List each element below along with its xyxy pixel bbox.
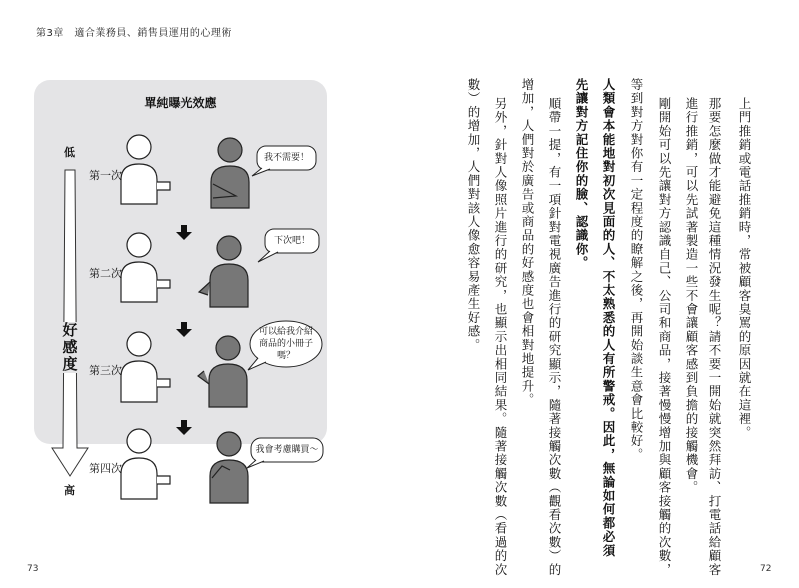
body-column-4: 剛開始可以先讓對方認識自己、公司和商品，接著慢慢增加與顧客接觸的次數， bbox=[657, 97, 672, 577]
body-column-5: 等到對方對你有一定程度的瞭解之後，再開始談生意會比較好。 bbox=[629, 78, 644, 462]
customer-figure-3 bbox=[198, 336, 247, 407]
axis-favorability-label: 好感度 bbox=[60, 322, 80, 373]
step-arrow-2 bbox=[176, 322, 192, 337]
body-column-9: 增加，人們對於廣告或商品的好感度也會相對地提升。 bbox=[520, 78, 535, 407]
chapter-header: 第3章 適合業務員、銷售員運用的心理術 bbox=[36, 28, 232, 39]
body-column-1: 上門推銷或電話推銷時，常被顧客臭罵的原因就在這裡。 bbox=[737, 97, 752, 440]
axis-low-label: 低 bbox=[64, 146, 75, 159]
salesperson-figure-4 bbox=[121, 429, 170, 499]
step-arrow-1 bbox=[176, 225, 192, 240]
speech-text-1: 我不需要！ bbox=[263, 153, 309, 163]
visit-label-3: 第三次 bbox=[89, 364, 122, 377]
visit-label-1: 第一次 bbox=[89, 169, 122, 182]
diagram-title: 單純曝光效應 bbox=[144, 96, 217, 110]
body-column-3: 進行推銷，可以先試著製造一些不會讓顧客感到負擔的接觸機會。 bbox=[684, 97, 699, 495]
speech-text-2: 下次吧！ bbox=[273, 236, 310, 246]
visit-label-2: 第二次 bbox=[89, 267, 122, 280]
body-column-7-emphasis: 先讓對方記住你的臉、認識你。 bbox=[574, 78, 589, 270]
customer-figure-2 bbox=[199, 236, 248, 307]
step-arrow-3 bbox=[176, 420, 192, 435]
salesperson-figure-2 bbox=[121, 233, 170, 302]
axis-high-label: 高 bbox=[64, 484, 75, 497]
speech-text-4: 我會考慮購買～ bbox=[255, 445, 319, 455]
body-column-2: 那要怎麼做才能避免這種情況發生呢？請不要一開始就突然拜訪、打電話給顧客 bbox=[707, 97, 722, 577]
visit-label-4: 第四次 bbox=[89, 462, 122, 475]
body-column-8: 順帶一提，有一項針對電視廣告進行的研究顯示，隨著接觸次數（觀看次數）的 bbox=[547, 97, 562, 577]
body-column-11: 數）的增加，人們對該人像愈容易產生好感。 bbox=[466, 78, 481, 352]
page-number-right: 72 bbox=[760, 564, 772, 574]
page-number-left: 73 bbox=[27, 564, 39, 574]
salesperson-figure-3 bbox=[121, 332, 170, 402]
customer-figure-4 bbox=[210, 432, 248, 503]
speech-text-3: 可以給我介紹商品的小冊子嗎？ bbox=[258, 327, 313, 361]
salesperson-figure-1 bbox=[121, 135, 170, 204]
body-column-6-emphasis: 人類會本能地對初次見面的人、不太熟悉的人有所警戒。因此，無論如何都必須 bbox=[601, 78, 616, 558]
body-column-10: 另外，針對人像照片進行的研究，也顯示出相同結果。隨著接觸次數（看過的次 bbox=[493, 97, 508, 577]
customer-figure-1 bbox=[211, 138, 249, 208]
